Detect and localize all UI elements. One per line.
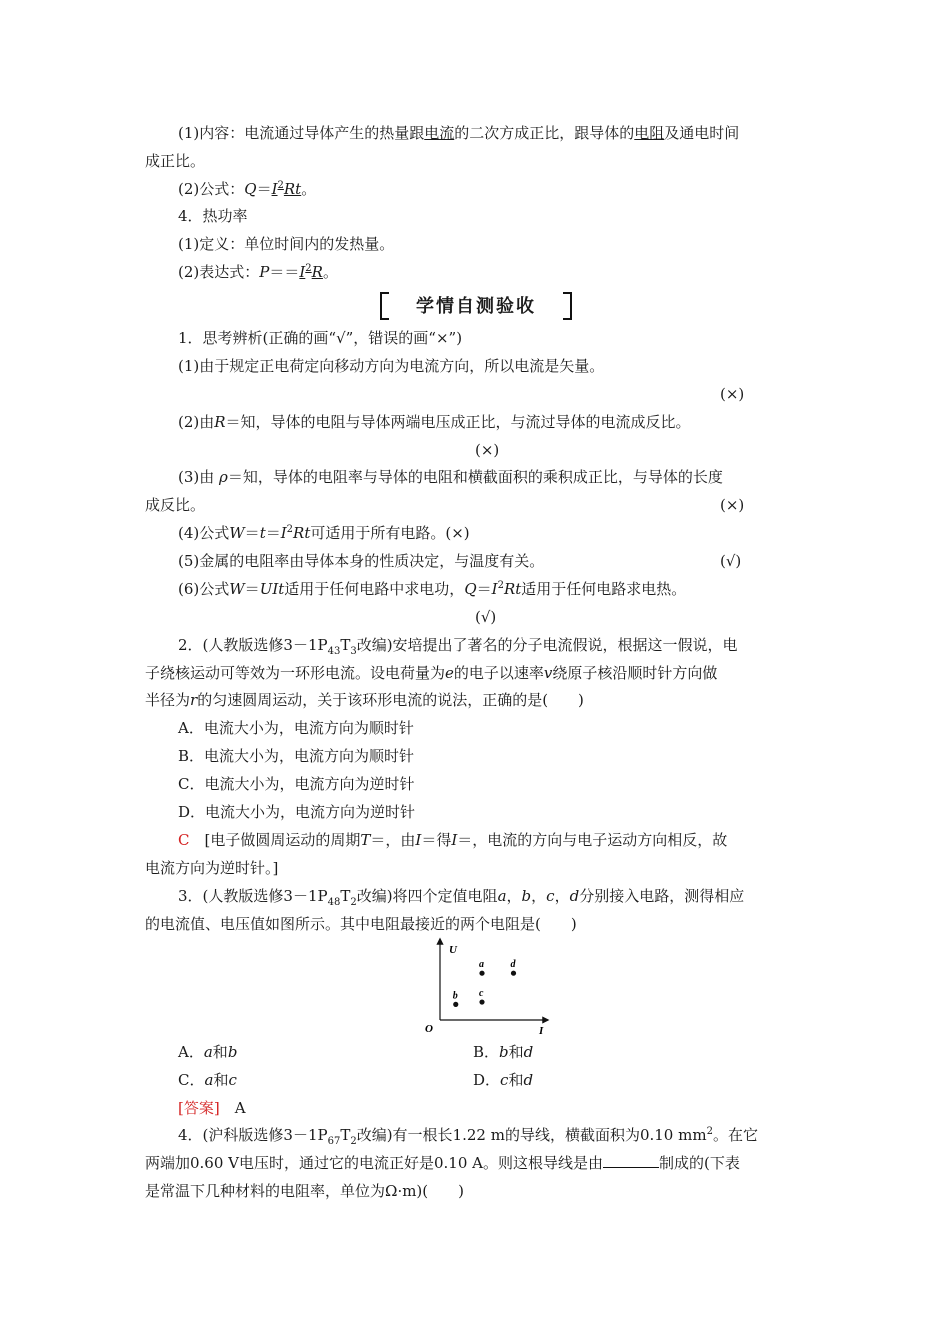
origin-label: O [425, 1023, 433, 1035]
point-label-a: a [479, 959, 484, 971]
q2-option-a[interactable]: A．电流大小为，电流方向为顺时针 [178, 719, 414, 737]
q4-line-1: 4．(沪科版选修$3-1P_{67}T_2$改编)有一根长1.22 m的导线，横截面积为0.10 $mm^2$。在它 [178, 1126, 758, 1147]
y-axis-label: U [449, 944, 457, 956]
q1-statement-4: (4)公式$W=t=I^2Rt$可适用于所有电路。(×) [178, 524, 470, 542]
joule-law-formula: (2)公式：$Q=I^2Rt$。 [178, 180, 317, 198]
q1-statement-5-mark: (√) [720, 552, 742, 570]
q1-statement-1: (1)由于规定正电荷定向移动方向为电流方向，所以电流是矢量。 [178, 357, 605, 375]
q2-line-1: 2．(人教版选修$3-1P_{43}T_3$改编)安培提出了著名的分子电流假说，根据这一假说，电 [178, 636, 738, 657]
q1-stem: 1．思考辨析(正确的画“√”，错误的画“×”) [178, 329, 463, 347]
q1-statement-2: (2)由R＝知，导体的电阻与导体两端电压成正比，与流过导体的电流成反比。 [178, 413, 691, 431]
q1-statement-1-mark: (×) [720, 385, 745, 403]
q3-option-c[interactable]: C．a和c [178, 1071, 237, 1089]
point-c [479, 999, 484, 1004]
q2-option-b[interactable]: B．电流大小为，电流方向为顺时针 [178, 747, 415, 765]
point-d [511, 971, 516, 976]
left-bracket [380, 292, 389, 320]
q1-statement-2-mark: (×) [475, 441, 500, 459]
q1-statement-6-mark: (√) [475, 608, 497, 626]
q1-statement-3-mark: (×) [720, 496, 745, 514]
point-label-d: d [510, 959, 516, 971]
q3-line-2: 的电流值、电压值如图所示。其中电阻最接近的两个电阻是( ) [145, 915, 577, 933]
q1-statement-3-cont: 成反比。 [145, 496, 206, 514]
point-a [479, 971, 484, 976]
u-i-scatter-chart [425, 935, 555, 1035]
q4-line-3: 是常温下几种材料的电阻率，单位为Ω·m)( ) [145, 1182, 464, 1200]
q3-option-b[interactable]: B．b和d [473, 1043, 534, 1061]
q2-line-3: 半径为r的匀速圆周运动，关于该环形电流的说法，正确的是( ) [145, 691, 584, 709]
q2-line-2: 子绕核运动可等效为一环形电流。设电荷量为e的电子以速率v绕原子核沿顺时针方向做 [145, 664, 718, 682]
q2-explanation-line2: 电流方向为逆时针。] [145, 859, 279, 877]
q3-option-a[interactable]: A．a和b [178, 1043, 238, 1061]
q3-answer [178, 1098, 246, 1118]
point-label-c: c [479, 988, 484, 1000]
fill-in-blank[interactable] [603, 1153, 659, 1168]
point-b [453, 1002, 458, 1007]
section-heading-text: 学情自测验收 [416, 296, 536, 317]
q3-line-1: 3．(人教版选修$3-1P_{48}T_2$改编)将四个定值电阻a，b，c，d分别接入电路，测得相应 [178, 887, 745, 908]
answer-value: A [234, 1099, 246, 1117]
section-heading [380, 290, 572, 320]
thermal-power-expression: (2)表达式：$P==I^2R$。 [178, 263, 338, 281]
q3-option-d[interactable]: D．c和d [473, 1071, 534, 1089]
data-points [453, 959, 517, 1007]
q2-option-d[interactable]: D．电流大小为，电流方向为逆时针 [178, 803, 416, 821]
q2-explanation-line1: C [电子做圆周运动的周期T＝，由I＝得I＝，电流的方向与电子运动方向相反，故 [178, 831, 728, 849]
q2-option-c[interactable]: C．电流大小为，电流方向为逆时针 [178, 775, 415, 793]
q1-statement-3: (3)由 ρ＝知，导体的电阻率与导体的电阻和横截面积的乘积成正比，与导体的长度 [178, 468, 723, 486]
q1-statement-6: (6)公式W＝UIt适用于任何电路中求电功，$Q=I^2Rt$适用于任何电路求电热。 [178, 580, 687, 598]
thermal-power-title: 4．热功率 [178, 207, 248, 225]
right-bracket [563, 292, 572, 320]
q2-answer-letter: C [178, 831, 190, 849]
q4-line-2: 两端加0.60 V电压时，通过它的电流正好是0.10 A。则这根导线是由 制成的(下表 [145, 1154, 740, 1172]
thermal-power-definition: (1)定义：单位时间内的发热量。 [178, 235, 395, 253]
point-label-b: b [452, 990, 458, 1002]
x-axis-label: I [539, 1025, 544, 1035]
q1-statement-5: (5)金属的电阻率由导体本身的性质决定，与温度有关。 [178, 552, 545, 570]
joule-law-content-line1: (1)内容：电流通过导体产生的热量跟电流的二次方成正比，跟导体的电阻及通电时间 [178, 124, 740, 142]
joule-law-content-line2: 成正比。 [145, 152, 206, 170]
answer-label: [答案] [178, 1099, 220, 1117]
